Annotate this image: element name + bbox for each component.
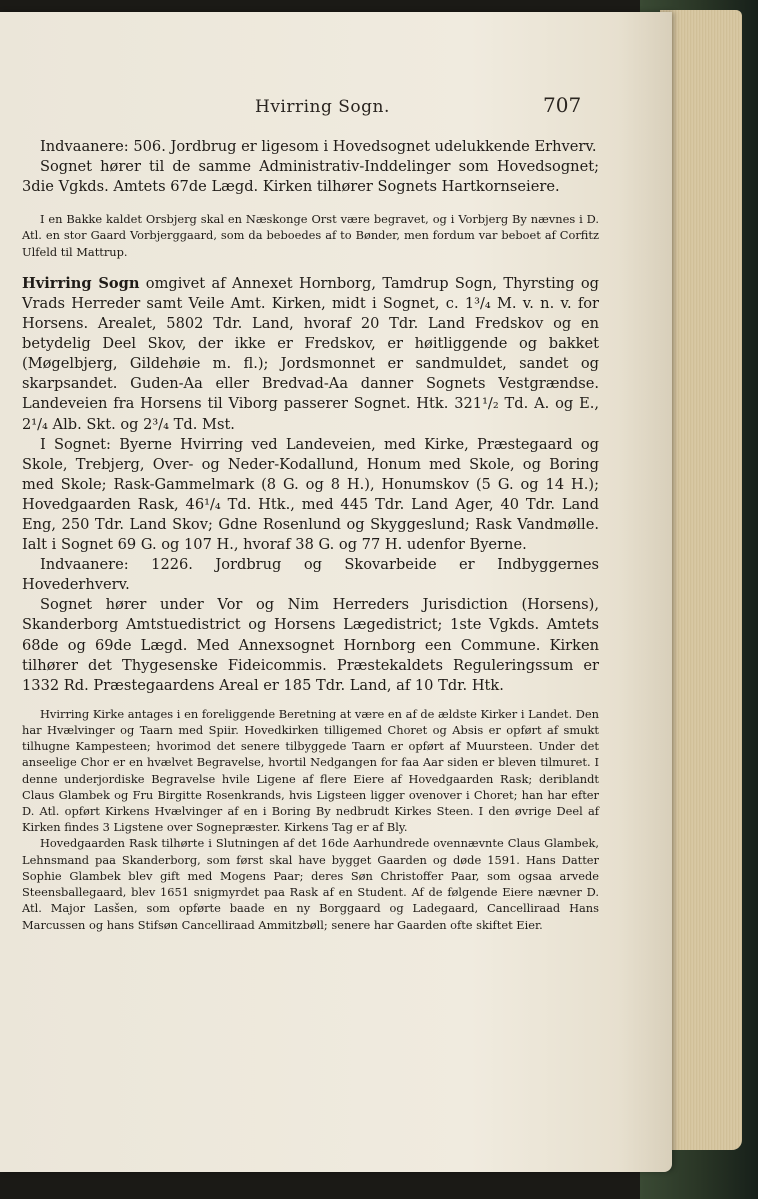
jurisdiction-paragraph: Sognet hører under Vor og Nim Herreders Jurisdiction (Horsens), Skanderborg Amtstuedistrict og Horsens Lægedistrict; 1ste Vgkds. Amtets 68de og 69de Lægd. Med Annexsognet Hornborg een Commune. Kirken tilhører det Thygesenske Fideicommis. Præstekaldets Reguleringssum er 1332 Rd. Præstegaardens Areal er 185 Tdr. Land, af 10 Tdr. Htk. — [22, 596, 599, 694]
running-head — [0, 87, 600, 127]
inhabitants-paragraph: Indvaanere: 1226. Jordbrug og Skovarbeide er Indbyggernes Hovederhverv. — [22, 556, 599, 594]
page-number: 707 — [543, 93, 582, 117]
footnote-orsbjerg: I en Bakke kaldet Orsbjerg skal en Næskonge Orst være begravet, og i Vorbjerg By nævnes i D. Atl. en stor Gaard Vorbjerggaard, som da beboedes af to Bønder, men fordum var beboet af Corfitz Ulfeld til Mattrup. — [22, 212, 599, 259]
parish-heading: Hvirring Sogn — [22, 274, 140, 292]
church-note: Hvirring Kirke antages i en foreliggende Beretning at være en af de ældste Kirker i Landet. Den har Hvælvinger og Taarn med Spiir. Hovedkirken tilligemed Choret og Absis er opført af smukt tilhugne Kampesteen; hvorimod det senere tilbyggede Taarn er opført af Muursteen. Under det anseelige Chor er en hvælvet Begravelse, hvortil Nedgangen for faa Aar siden er bleven tilmuret. I denne underjordiske Begravelse hvile Ligene af flere Eiere af Hovedgaarden Rask; deriblandt Claus Glambek og Fru Birgitte Rosenkrands, hvis Ligsteen ligger ovenover i Choret; han har efter D. Atl. opført Kirkens Hvælvinger af en i Boring By nedbrudt Kirkes Steen. I den øvrige Deel af Kirken findes 3 Ligstene over Sognepræster. Kirkens Tag er af Bly. — [22, 706, 599, 835]
parish-description-text: omgivet af Annexet Hornborg, Tamdrup Sogn, Thyrsting og Vrads Herreder samt Veile Amt. Kirken, midt i Sognet, c. 1³/₄ M. v. n. v. for Horsens. Arealet, 5802 Tdr. Land, hvoraf 20 Tdr. Land Fredskov og en betydelig Deel Skov, der ikke er Fredskov, er høitliggende og bakket (Møgelbjerg, Gildehøie m. fl.); Jordsmonnet er sandmuldet, sandet og skarpsandet. Guden-Aa eller Bredvad-Aa danner Sognets Vestgrændse. Landeveien fra Horsens til Viborg passerer Sognet. Htk. 321¹/₂ Td. A. og E., 2¹/₄ Alb. Skt. og 2³/₄ Td. Mst. — [22, 274, 599, 433]
administration-paragraph: Sognet hører til de samme Administrativ-Inddelinger som Hovedsognet; 3die Vgkds. Amtets 67de Lægd. Kirken tilhører Sognets Hartkornseiere. — [22, 158, 599, 196]
running-head-title: Hvirring Sogn. — [255, 97, 390, 117]
book-page — [0, 12, 672, 1172]
villages-paragraph: I Sognet: Byerne Hvirring ved Landeveien, med Kirke, Præstegaard og Skole, Trebjerg, Over- og Neder-Kodallund, Honum med Skole, og Boring med Skole; Rask-Gammelmark (8 G. og 8 H.), Honumskov (5 G. og 14 H.); Hovedgaarden Rask, 46¹/₄ Td. Htk., med 445 Tdr. Land Ager, 40 Tdr. Land Eng, 250 Tdr. Land Skov; Gdne Rosenlund og Skyggeslund; Rask Vandmølle. Ialt i Sognet 69 G. og 107 H., hvoraf 38 G. og 77 H. udenfor Byerne. — [22, 435, 599, 554]
page-edges — [660, 10, 742, 1150]
page-content — [22, 137, 599, 933]
population-paragraph: Indvaanere: 506. Jordbrug er ligesom i Hovedsognet udelukkende Erhverv. — [40, 138, 597, 155]
parish-description-paragraph — [22, 274, 599, 435]
manor-note: Hovedgaarden Rask tilhørte i Slutningen af det 16de Aarhundrede ovennævnte Claus Glambek, Lehnsmand paa Skanderborg, som først skal have bygget Gaarden og døde 1591. Hans Datter Sophie Glambek blev gift med Mogens Paar; deres Søn Christoffer Paar, som ogsaa arvede Steensballegaard, blev 1651 snigmyrdet paa Rask af en Student. Af de følgende Eiere nævner D. Atl. Major Lasšen, som opførte baade en ny Borggaard og Ladegaard, Cancelliraad Hans Marcussen og hans Stifsøn Cancelliraad Ammitzbøll; senere har Gaarden ofte skiftet Eier. — [22, 836, 599, 932]
